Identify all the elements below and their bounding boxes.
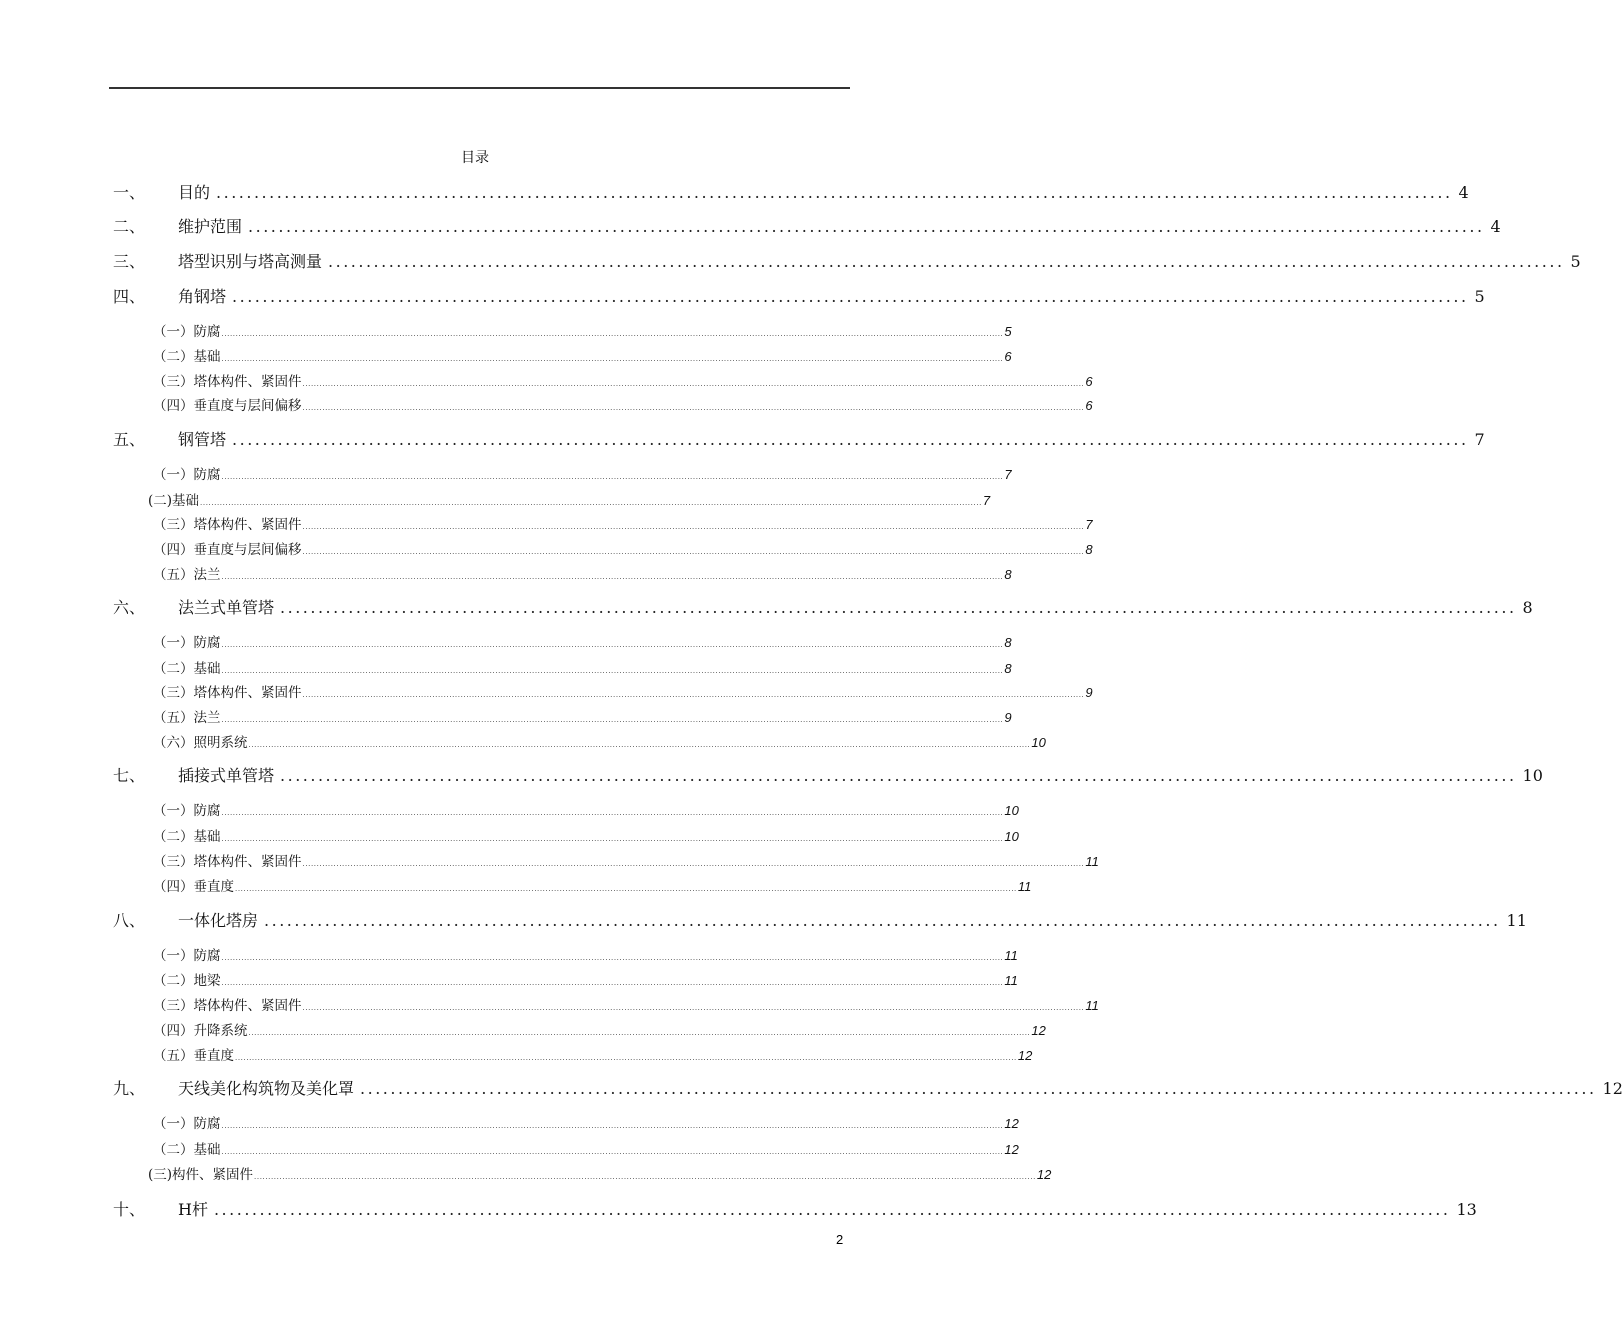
toc-section-entry[interactable] bbox=[113, 908, 1527, 934]
section-number: 五、 bbox=[113, 430, 146, 449]
subsection-title: （三）塔体构件、紧固件 bbox=[153, 998, 302, 1014]
subsection-page: 6 bbox=[1085, 374, 1093, 389]
section-number: 六、 bbox=[113, 598, 146, 617]
subsection-title: （一）防腐 bbox=[153, 324, 221, 340]
subsection-page: 8 bbox=[1004, 567, 1012, 582]
toc-subsection-entry[interactable] bbox=[153, 1044, 1033, 1064]
dot-leader: ................................................................................................................................................................... bbox=[232, 287, 1469, 306]
section-title: 钢管塔 bbox=[178, 430, 227, 449]
subsection-page: 10 bbox=[1004, 803, 1019, 818]
dot-leader: ..................................................................................................................................................................................................................................................................................... bbox=[302, 379, 1085, 388]
dot-leader: ................................................................................................................................................................... bbox=[328, 252, 1565, 271]
subsection-page: 10 bbox=[1004, 829, 1019, 844]
section-number: 八、 bbox=[113, 911, 146, 930]
section-title: 角钢塔 bbox=[178, 287, 227, 306]
dot-leader: ..................................................................................................................................................................................................................................................................................... bbox=[254, 1172, 1036, 1181]
subsection-title: （二）基础 bbox=[153, 1142, 221, 1158]
toc-section-entry[interactable] bbox=[113, 427, 1485, 453]
dot-leader: ..................................................................................................................................................................................................................................................................................... bbox=[221, 666, 1004, 675]
section-page: 5 bbox=[1570, 252, 1581, 271]
section-page: 4 bbox=[1458, 183, 1469, 202]
toc-subsection-entry[interactable] bbox=[153, 1138, 1019, 1158]
subsection-page: 7 bbox=[982, 493, 991, 508]
subsection-page: 11 bbox=[1017, 879, 1032, 894]
subsection-title: （三）塔体构件、紧固件 bbox=[153, 374, 302, 390]
subsection-page: 11 bbox=[1004, 973, 1018, 988]
subsection-title: （四）垂直度 bbox=[153, 879, 234, 895]
dot-leader: ..................................................................................................................................................................................................................................................................................... bbox=[302, 690, 1085, 699]
toc-section-entry[interactable] bbox=[113, 249, 1581, 275]
dot-leader: ..................................................................................................................................................................................................................................................................................... bbox=[235, 884, 1017, 893]
dot-leader: ................................................................................................................................................................... bbox=[264, 911, 1501, 930]
section-title: 塔型识别与塔高测量 bbox=[178, 252, 323, 271]
dot-leader: ..................................................................................................................................................................................................................................................................................... bbox=[221, 640, 1004, 649]
subsection-title: （一）防腐 bbox=[153, 948, 221, 964]
toc-section-entry[interactable] bbox=[113, 1197, 1477, 1223]
dot-leader: ................................................................................................................................................................... bbox=[248, 217, 1485, 236]
toc-subsection-entry[interactable] bbox=[153, 1019, 1046, 1039]
toc-subsection-entry[interactable] bbox=[153, 631, 1012, 651]
toc-section-entry[interactable] bbox=[113, 1076, 1623, 1102]
toc-subsection-entry[interactable] bbox=[153, 681, 1093, 701]
section-page: 5 bbox=[1474, 287, 1485, 306]
subsection-page: 8 bbox=[1004, 635, 1012, 650]
subsection-page: 6 bbox=[1085, 398, 1093, 413]
page-number: 2 bbox=[836, 1232, 844, 1247]
subsection-title: （五）垂直度 bbox=[153, 1048, 234, 1064]
toc-section-entry[interactable] bbox=[113, 763, 1543, 789]
dot-leader: ................................................................................................................................................................... bbox=[232, 430, 1469, 449]
section-number: 十、 bbox=[113, 1200, 146, 1219]
toc-subsection-entry[interactable] bbox=[153, 563, 1012, 583]
subsection-page: 8 bbox=[1004, 661, 1012, 676]
subsection-page: 12 bbox=[1017, 1048, 1033, 1063]
dot-leader: ..................................................................................................................................................................................................................................................................................... bbox=[221, 1147, 1004, 1156]
dot-leader: ................................................................................................................................................................... bbox=[280, 598, 1517, 617]
toc-subsection-entry[interactable] bbox=[153, 394, 1093, 414]
subsection-title: （一）防腐 bbox=[153, 1116, 221, 1132]
subsection-title: （三）塔体构件、紧固件 bbox=[153, 854, 302, 870]
toc-subsection-entry[interactable] bbox=[153, 850, 1099, 870]
subsection-title: （六）照明系统 bbox=[153, 735, 248, 751]
toc-subsection-entry[interactable] bbox=[153, 994, 1099, 1014]
section-page: 13 bbox=[1456, 1200, 1477, 1219]
subsection-title: （三）塔体构件、紧固件 bbox=[153, 685, 302, 701]
subsection-page: 9 bbox=[1085, 685, 1093, 700]
section-number: 七、 bbox=[113, 766, 146, 785]
section-page: 7 bbox=[1474, 430, 1485, 449]
dot-leader: ..................................................................................................................................................................................................................................................................................... bbox=[221, 953, 1004, 962]
subsection-page: 12 bbox=[1036, 1167, 1052, 1182]
toc-subsection-entry[interactable] bbox=[153, 731, 1046, 751]
subsection-page: 11 bbox=[1085, 998, 1099, 1013]
subsection-title: （二）基础 bbox=[153, 829, 221, 845]
toc-section-entry[interactable] bbox=[113, 214, 1501, 240]
subsection-page: 12 bbox=[1031, 1023, 1046, 1038]
subsection-title: （二）基础 bbox=[153, 661, 221, 677]
dot-leader: ..................................................................................................................................................................................................................................................................................... bbox=[221, 715, 1004, 724]
dot-leader: ..................................................................................................................................................................................................................................................................................... bbox=[248, 1028, 1031, 1037]
subsection-page: 10 bbox=[1031, 735, 1046, 750]
subsection-page: 6 bbox=[1004, 349, 1012, 364]
section-number: 三、 bbox=[113, 252, 146, 271]
dot-leader: ..................................................................................................................................................................................................................................................................................... bbox=[302, 403, 1085, 412]
dot-leader: ..................................................................................................................................................................................................................................................................................... bbox=[248, 740, 1031, 749]
subsection-title: （三）塔体构件、紧固件 bbox=[153, 517, 302, 533]
toc-subsection-entry[interactable] bbox=[148, 489, 991, 509]
toc-subsection-entry[interactable] bbox=[153, 799, 1019, 819]
subsection-title: （一）防腐 bbox=[153, 635, 221, 651]
toc-section-entry[interactable] bbox=[113, 595, 1533, 621]
subsection-page: 7 bbox=[1004, 467, 1012, 482]
toc-subsection-entry[interactable] bbox=[153, 538, 1093, 558]
subsection-page: 5 bbox=[1004, 324, 1012, 339]
subsection-title: （一）防腐 bbox=[153, 467, 221, 483]
subsection-title: （四）垂直度与层间偏移 bbox=[153, 398, 302, 414]
section-page: 10 bbox=[1522, 766, 1543, 785]
dot-leader: ..................................................................................................................................................................................................................................................................................... bbox=[221, 808, 1004, 817]
dot-leader: ..................................................................................................................................................................................................................................................................................... bbox=[221, 472, 1004, 481]
dot-leader: ................................................................................................................................................................... bbox=[280, 766, 1517, 785]
section-title: 天线美化构筑物及美化罩 bbox=[178, 1079, 355, 1098]
dot-leader: ..................................................................................................................................................................................................................................................................................... bbox=[235, 1053, 1017, 1062]
toc-subsection-entry[interactable] bbox=[153, 513, 1093, 533]
section-number: 二、 bbox=[113, 217, 146, 236]
dot-leader: ..................................................................................................................................................................................................................................................................................... bbox=[200, 498, 982, 507]
toc-subsection-entry[interactable] bbox=[153, 657, 1012, 677]
toc-subsection-entry[interactable] bbox=[153, 345, 1012, 365]
dot-leader: ..................................................................................................................................................................................................................................................................................... bbox=[221, 834, 1004, 843]
toc-subsection-entry[interactable] bbox=[153, 875, 1032, 895]
toc-subsection-entry[interactable] bbox=[153, 463, 1012, 483]
toc-subsection-entry[interactable] bbox=[148, 1163, 1052, 1183]
dot-leader: ................................................................................................................................................................... bbox=[216, 183, 1453, 202]
section-title: H杆 bbox=[178, 1200, 208, 1219]
dot-leader: ................................................................................................................................................................... bbox=[213, 1200, 1451, 1219]
toc-subsection-entry[interactable] bbox=[153, 1112, 1019, 1132]
toc-subsection-entry[interactable] bbox=[153, 706, 1012, 726]
section-title: 维护范围 bbox=[178, 217, 243, 236]
dot-leader: ..................................................................................................................................................................................................................................................................................... bbox=[302, 859, 1085, 868]
dot-leader: ................................................................................................................................................................... bbox=[360, 1079, 1597, 1098]
dot-leader: ..................................................................................................................................................................................................................................................................................... bbox=[221, 978, 1004, 987]
subsection-title: （一）防腐 bbox=[153, 803, 221, 819]
subsection-title: （二）基础 bbox=[153, 349, 221, 365]
subsection-page: 11 bbox=[1085, 854, 1099, 869]
dot-leader: ..................................................................................................................................................................................................................................................................................... bbox=[221, 572, 1004, 581]
toc-title: 目录 bbox=[461, 150, 489, 166]
toc-section-entry[interactable] bbox=[113, 180, 1469, 206]
section-title: 法兰式单管塔 bbox=[178, 598, 275, 617]
subsection-title: (二)基础 bbox=[148, 493, 200, 509]
subsection-page: 12 bbox=[1004, 1116, 1019, 1131]
section-title: 插接式单管塔 bbox=[178, 766, 275, 785]
dot-leader: ..................................................................................................................................................................................................................................................................................... bbox=[221, 1121, 1004, 1130]
subsection-page: 9 bbox=[1004, 710, 1012, 725]
toc-subsection-entry[interactable] bbox=[153, 969, 1018, 989]
subsection-page: 12 bbox=[1004, 1142, 1019, 1157]
toc-subsection-entry[interactable] bbox=[153, 944, 1018, 964]
dot-leader: ..................................................................................................................................................................................................................................................................................... bbox=[302, 1003, 1085, 1012]
section-number: 四、 bbox=[113, 287, 146, 306]
subsection-title: （二）地梁 bbox=[153, 973, 221, 989]
toc-subsection-entry[interactable] bbox=[153, 320, 1012, 340]
section-number: 九、 bbox=[113, 1079, 146, 1098]
subsection-title: (三)构件、紧固件 bbox=[148, 1167, 254, 1183]
subsection-title: （四）升降系统 bbox=[153, 1023, 248, 1039]
dot-leader: ..................................................................................................................................................................................................................................................................................... bbox=[302, 547, 1085, 556]
dot-leader: ..................................................................................................................................................................................................................................................................................... bbox=[302, 522, 1085, 531]
subsection-page: 8 bbox=[1085, 542, 1093, 557]
subsection-page: 7 bbox=[1085, 517, 1093, 532]
toc-section-entry[interactable] bbox=[113, 284, 1485, 310]
toc-subsection-entry[interactable] bbox=[153, 825, 1019, 845]
subsection-page: 11 bbox=[1004, 948, 1018, 963]
section-page: 12 bbox=[1602, 1079, 1623, 1098]
section-page: 11 bbox=[1506, 911, 1527, 930]
dot-leader: ..................................................................................................................................................................................................................................................................................... bbox=[221, 354, 1004, 363]
subsection-title: （五）法兰 bbox=[153, 567, 221, 583]
section-page: 8 bbox=[1522, 598, 1533, 617]
subsection-title: （五）法兰 bbox=[153, 710, 221, 726]
dot-leader: ..................................................................................................................................................................................................................................................................................... bbox=[221, 329, 1004, 338]
section-title: 目的 bbox=[178, 183, 211, 202]
subsection-title: （四）垂直度与层间偏移 bbox=[153, 542, 302, 558]
section-number: 一、 bbox=[113, 183, 146, 202]
toc-subsection-entry[interactable] bbox=[153, 370, 1093, 390]
section-title: 一体化塔房 bbox=[178, 911, 259, 930]
section-page: 4 bbox=[1490, 217, 1501, 236]
